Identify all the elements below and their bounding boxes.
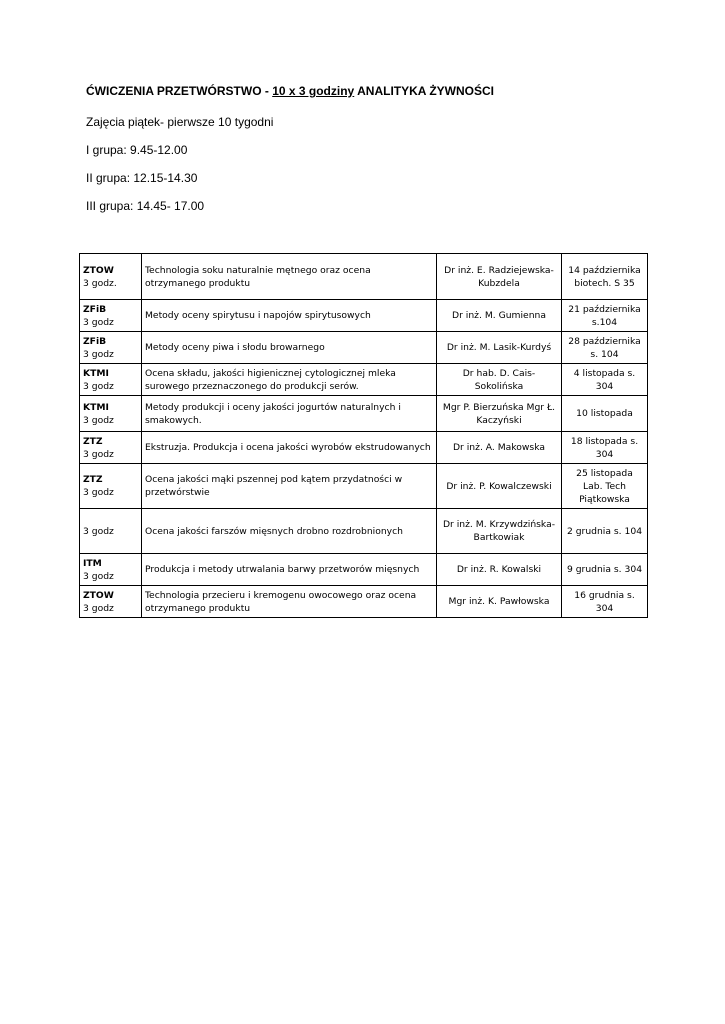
group-2-time: II grupa: 12.15-14.30 — [86, 171, 198, 185]
course-code: KTMI — [83, 367, 109, 379]
topic-cell: Produkcja i metody utrwalania barwy przetworów mięsnych — [142, 554, 437, 586]
date-room-cell: 2 grudnia s. 104 — [562, 509, 648, 554]
instructor-cell: Dr inż. M. Krzywdzińska-Bartkowiak — [437, 509, 562, 554]
course-code: ZFiB — [83, 335, 107, 347]
table-row — [80, 509, 648, 554]
course-code: ZTZ — [83, 435, 103, 447]
course-code-cell — [80, 254, 142, 300]
course-code: ITM — [83, 557, 102, 569]
course-hours: 3 godz — [83, 380, 114, 392]
course-hours: 3 godz — [83, 487, 114, 498]
course-code-cell — [80, 364, 142, 396]
course-hours: 3 godz. — [83, 277, 117, 289]
table-row — [80, 364, 648, 396]
group-3-time: III grupa: 14.45- 17.00 — [86, 199, 205, 213]
topic-cell: Ocena jakości mąki pszennej pod kątem przydatności w przetwórstwie — [142, 464, 437, 509]
instructor-cell: Dr inż. M. Lasik-Kurdyś — [437, 332, 562, 364]
document-header — [86, 84, 686, 213]
topic-cell: Metody oceny piwa i słodu browarnego — [142, 332, 437, 364]
course-code-cell — [80, 464, 142, 509]
topic-cell: Technologia przecieru i kremogenu owocowego oraz ocena otrzymanego produktu — [142, 586, 437, 618]
topic-cell: Ocena składu, jakości higienicznej cytologicznej mleka surowego przeznaczonego do produkcji serów. — [142, 364, 437, 396]
course-code: ZFiB — [83, 303, 107, 315]
course-code-cell — [80, 396, 142, 432]
instructor-cell: Dr inż. M. Gumienna — [437, 300, 562, 332]
date-room-cell: 28 października s. 104 — [562, 332, 648, 364]
course-hours: 3 godz — [83, 525, 114, 537]
course-code: ZTOW — [83, 589, 114, 601]
title-hours-underlined: 10 x 3 godziny — [272, 84, 355, 98]
instructor-cell: Mgr inż. K. Pawłowska — [437, 586, 562, 618]
date-room-cell: 16 grudnia s. 304 — [562, 586, 648, 618]
date-room-cell: 4 listopada s. 304 — [562, 364, 648, 396]
title-part-3: ANALITYKA ŻYWNOŚCI — [354, 84, 495, 98]
date-room-cell: 9 grudnia s. 304 — [562, 554, 648, 586]
instructor-cell: Dr inż. E. Radziejewska-Kubzdela — [437, 254, 562, 300]
date-room-cell: 21 października s.104 — [562, 300, 648, 332]
table-row — [80, 586, 648, 618]
topic-cell: Ekstruzja. Produkcja i ocena jakości wyrobów ekstrudowanych — [142, 432, 437, 464]
topic-cell: Metody oceny spirytusu i napojów spirytusowych — [142, 300, 437, 332]
date-room-cell: 25 listopada Lab. Tech Piątkowska — [562, 464, 648, 509]
course-code-cell — [80, 432, 142, 464]
instructor-cell: Mgr P. Bierzuńska Mgr Ł. Kaczyński — [437, 396, 562, 432]
table-row — [80, 332, 648, 364]
course-code: KTMI — [83, 401, 109, 413]
schedule-table — [79, 253, 648, 618]
course-hours: 3 godz — [83, 414, 114, 426]
date-room-cell: 18 listopada s. 304 — [562, 432, 648, 464]
group-1-time: I grupa: 9.45-12.00 — [86, 143, 188, 157]
course-code-cell — [80, 332, 142, 364]
course-hours: 3 godz — [83, 570, 114, 582]
course-code-cell — [80, 554, 142, 586]
course-hours: 3 godz — [83, 602, 114, 614]
topic-cell: Technologia soku naturalnie mętnego oraz ocena otrzymanego produktu — [142, 254, 437, 300]
instructor-cell: Dr inż. R. Kowalski — [437, 554, 562, 586]
document-title — [86, 84, 686, 98]
schedule-note: Zajęcia piątek- pierwsze 10 tygodni — [86, 115, 274, 129]
course-hours: 3 godz — [83, 316, 114, 328]
course-code-cell — [80, 586, 142, 618]
instructor-cell: Dr inż. P. Kowalczewski — [437, 464, 562, 509]
date-room-cell: 10 listopada — [562, 396, 648, 432]
course-code-cell — [80, 509, 142, 554]
topic-cell: Metody produkcji i oceny jakości jogurtów naturalnych i smakowych. — [142, 396, 437, 432]
table-row — [80, 254, 648, 300]
table-row — [80, 396, 648, 432]
instructor-cell: Dr hab. D. Cais-Sokolińska — [437, 364, 562, 396]
course-code: ZTOW — [83, 264, 114, 276]
course-hours: 3 godz — [83, 348, 114, 360]
date-room-cell: 14 października biotech. S 35 — [562, 254, 648, 300]
table-row — [80, 432, 648, 464]
instructor-cell: Dr inż. A. Makowska — [437, 432, 562, 464]
table-row — [80, 300, 648, 332]
table-row — [80, 554, 648, 586]
course-hours: 3 godz — [83, 448, 114, 460]
table-row — [80, 464, 648, 509]
course-code: ZTZ — [83, 474, 103, 485]
title-part-1: ĆWICZENIA PRZETWÓRSTWO - — [86, 84, 273, 98]
topic-cell: Ocena jakości farszów mięsnych drobno rozdrobnionych — [142, 509, 437, 554]
course-code-cell — [80, 300, 142, 332]
